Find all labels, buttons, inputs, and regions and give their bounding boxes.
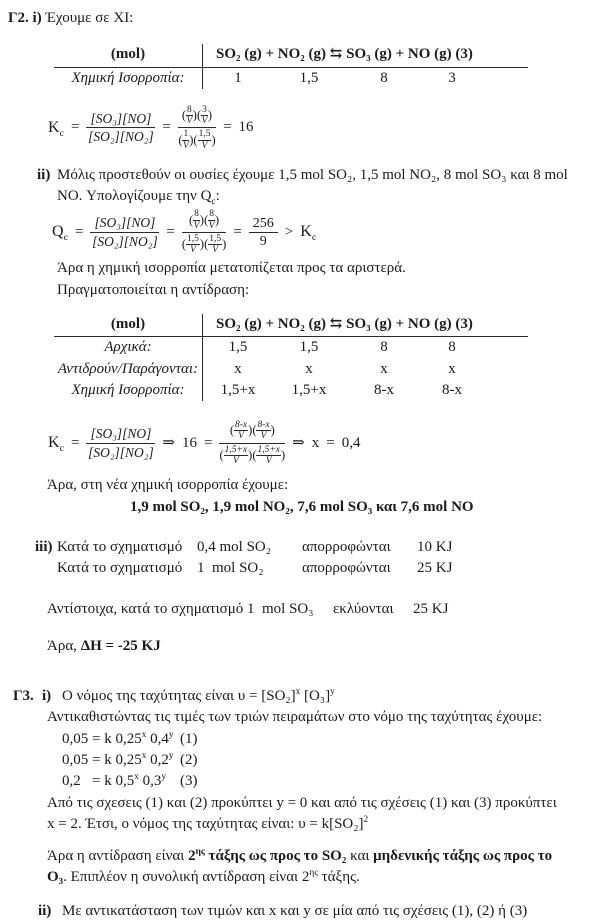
absorbed-text: απορροφώνται xyxy=(302,560,391,577)
table1-header-row xyxy=(54,44,528,67)
greater-than-sign: > xyxy=(284,223,294,240)
iii-marker: iii) xyxy=(35,538,53,555)
energy-text: 25 KJ xyxy=(417,560,453,577)
implies-arrow: ⇒ xyxy=(292,434,305,451)
formation-text: Κατά το σχηματισμό xyxy=(57,560,183,577)
relations-line-2: x = 2. Έτσι, ο νόμος της ταχύτητας είναι: $\upsilon = k[SO_2]^2$ xyxy=(47,814,369,832)
table1-mol-header: (mol) xyxy=(110,46,146,63)
equilibrium-table-2 xyxy=(54,314,528,401)
equals-sign: = xyxy=(162,119,171,136)
value-cell: 8 xyxy=(380,339,388,356)
g2-ii-paragraph xyxy=(0,165,600,186)
ii-marker: ii) xyxy=(37,166,51,183)
kc-value: 16 xyxy=(181,434,197,451)
equation-number: (2) xyxy=(180,751,198,768)
concentration-fraction: $\frac{\text{[SO₃][NO]}}{\text{[SO₂][NO₂]}}$ xyxy=(88,110,154,145)
energy-text: 10 KJ xyxy=(417,538,453,555)
value-cell: 8-x xyxy=(442,381,462,398)
g3-ii-marker: ii) xyxy=(38,902,52,919)
equals-sign: = xyxy=(70,119,80,136)
equation-number: (1) xyxy=(180,730,198,747)
table1-equation-header: SO₂ (g) + NO₂ (g) ⇆ SO₃ (g) + NO (g) (3) xyxy=(202,44,528,66)
value-cell: x xyxy=(380,360,388,377)
value-cell: x xyxy=(448,360,456,377)
numeric-fraction: ( 8 V ) ( 3 V ) ( 1 V ) ( 1,5 V ) xyxy=(178,104,216,151)
g2-iii-row2 xyxy=(35,558,600,579)
qc-symbol: $Q_c$ xyxy=(52,223,68,244)
table2-row-equilibrium xyxy=(54,380,528,401)
value-cell: 1,5+x xyxy=(291,381,327,398)
x-variable: x xyxy=(311,434,320,451)
g3-i-marker: i) xyxy=(42,688,52,705)
row-values xyxy=(202,337,528,358)
energy-text: 25 KJ xyxy=(413,601,449,618)
experiment-equation-2: 0,05 = k 0,25$^x$ 0,2$^y$ (2) xyxy=(62,750,600,771)
enthalpy-conclusion: Άρα, ΔΗ = -25 KJ xyxy=(47,637,161,654)
table2-equation-header: SO₂ (g) + NO₂ (g) ⇆ SO₃ (g) + NO (g) (3) xyxy=(202,314,528,336)
row-values xyxy=(202,359,528,380)
kc-symbol: $K_c$ xyxy=(48,433,64,455)
kc-formula-2 xyxy=(48,419,600,467)
g2-section-label: Γ2. i) xyxy=(8,10,42,26)
amount-text: 1 mol SO₃ xyxy=(247,601,314,618)
equals-sign: = xyxy=(203,434,213,451)
reaction-order-paragraph: Άρα η αντίδραση είναι $2^{\eta\varsigma}$ τάξης ως προς το SO₂ και μηδενικής τάξης ως προς το Ο₃. Επιπλέον η συνολική αντίδραση είναι $2^{\eta\varsigma}$ τάξης. xyxy=(47,847,553,886)
concentration-fraction: $\frac{\text{[SO₃][NO]}}{\text{[SO₂][NO₂]}}$ xyxy=(92,215,158,249)
row-values xyxy=(202,380,528,401)
table2-header-row xyxy=(54,314,528,337)
new-equilibrium-amounts: 1,9 mol SO₂, 1,9 mol NO₂, 7,6 mol SO₃ και 7,6 mol NO xyxy=(130,498,474,515)
equals-sign: = xyxy=(233,223,242,240)
value-cell: x xyxy=(234,360,242,377)
formation-text: Κατά το σχηματισμό xyxy=(57,538,183,555)
order-o3-bold: μηδενικής τάξης ως προς το Ο₃ xyxy=(47,848,553,886)
value-cell: 1 xyxy=(234,69,242,86)
experiment-equation-3: 0,2 = k 0,5$^x$ 0,3$^y$ (3) xyxy=(62,771,600,792)
g2-intro-text: Έχουμε σε ΧΙ: xyxy=(45,10,134,26)
absorbed-text: απορροφώνται xyxy=(302,538,391,555)
kc-symbol: $K_c$ xyxy=(300,223,317,244)
kc-symbol: $K_c$ xyxy=(48,118,64,139)
kc-formula-1 xyxy=(48,106,600,150)
numeric-fraction: ( 8-x V ) ( 8-x V ) ( 1,5+x V ) ( 1,5+x V ) xyxy=(219,419,286,467)
g2-iii-row1 xyxy=(35,537,600,558)
g2-heading xyxy=(0,0,600,29)
value-cell: 1,5 xyxy=(299,69,319,86)
qc-formula xyxy=(52,209,600,255)
g2-ii-line2: NO. Υπολογίζουμε την $Q_c$: xyxy=(57,188,220,208)
correspondingly-row xyxy=(47,599,600,620)
equals-sign: = xyxy=(223,119,232,136)
value-cell: 1,5+x xyxy=(220,381,256,398)
order-so2-bold: $2^{\eta\varsigma}$ τάξης ως προς το SO₂ xyxy=(188,847,347,865)
equals-sign: = xyxy=(166,223,175,240)
g3-section-label: Γ3. xyxy=(13,688,34,705)
g3-heading-row xyxy=(0,686,600,707)
substitution-line: Αντικαθιστώντας τις τιμές των τριών πειραμάτων στο νόμο της ταχύτητας έχουμε: xyxy=(47,709,543,726)
equals-sign: = xyxy=(70,434,80,451)
released-text: εκλύονται xyxy=(333,601,394,618)
amount-text: 1 mol SO₂ xyxy=(197,560,264,577)
numeric-fraction: ( 8 V ) ( 8 V ) ( 1,5 V ) ( 1,5 V ) xyxy=(181,209,227,256)
row-values xyxy=(202,68,528,89)
formation-text: Αντίστοιχα, κατά το σχηματισμό xyxy=(47,601,244,618)
rate-law-line: Ο νόμος της ταχύτητας είναι $\upsilon = [SO_2]^x$ $[O_3]^y$ xyxy=(62,687,335,705)
kc-result: 16 xyxy=(238,119,254,136)
value-cell: 1,5 xyxy=(228,339,248,356)
new-equilibrium-line: Άρα, στη νέα χημική ισορροπία έχουμε: xyxy=(47,477,289,494)
table2-row-react xyxy=(54,359,528,380)
enthalpy-value: ΔΗ = -25 KJ xyxy=(80,637,161,654)
amount-text: 0,4 mol SO₂ xyxy=(197,538,271,555)
implies-arrow: ⇒ xyxy=(162,434,175,451)
row-label: Χημική Ισορροπία: xyxy=(71,69,185,86)
iii-marker-spacer xyxy=(35,558,57,579)
row-label: Αρχικά: xyxy=(104,339,152,356)
experiment-equation-1: 0,05 = k 0,25$^x$ 0,4$^y$ (1) xyxy=(62,729,600,750)
g3-ii-line: Με αντικατάσταση των τιμών και x και y σε μία από τις σχέσεις (1), (2) ή (3) xyxy=(62,902,528,919)
equilibrium-table-1 xyxy=(54,44,528,89)
table2-row-initial xyxy=(54,337,528,358)
value-cell: 3 xyxy=(448,69,456,86)
equals-sign: = xyxy=(326,434,335,451)
x-value: 0,4 xyxy=(341,434,361,451)
table2-mol-header: (mol) xyxy=(110,316,146,333)
relations-line-1: Από τις σχεσεις (1) και (2) προκύπτει y = 0 και από τις σχέσεις (1) και (3) προκύπτει xyxy=(47,794,557,811)
result-fraction: $\frac{256}{9}$ xyxy=(249,216,278,250)
table1-row-equilibrium xyxy=(54,68,528,89)
shift-left-line: Άρα η χημική ισορροπία μετατοπίζεται προς τα αριστερά. xyxy=(57,260,406,277)
equals-sign: = xyxy=(74,223,84,240)
reaction-occurs-line: Πραγματοποιείται η αντίδραση: xyxy=(57,281,250,298)
ii-line1: Μόλις προστεθούν οι ουσίες έχουμε 1,5 mol SO₂, 1,5 mol NO₂, 8 mol SO₃ και 8 mol xyxy=(57,166,568,183)
row-label: Χημική Ισορροπία: xyxy=(71,381,185,398)
value-cell: x xyxy=(305,360,313,377)
value-cell: 8-x xyxy=(374,381,394,398)
value-cell: 1,5 xyxy=(299,339,319,356)
value-cell: 8 xyxy=(448,339,456,356)
g3-ii-row xyxy=(0,901,600,922)
value-cell: 8 xyxy=(380,69,388,86)
concentration-fraction: $\frac{\text{[SO₃][NO]}}{\text{[SO₂][NO₂]}}$ xyxy=(88,426,154,460)
row-label: Αντιδρούν/Παράγονται: xyxy=(57,360,199,377)
equation-number: (3) xyxy=(180,773,198,790)
